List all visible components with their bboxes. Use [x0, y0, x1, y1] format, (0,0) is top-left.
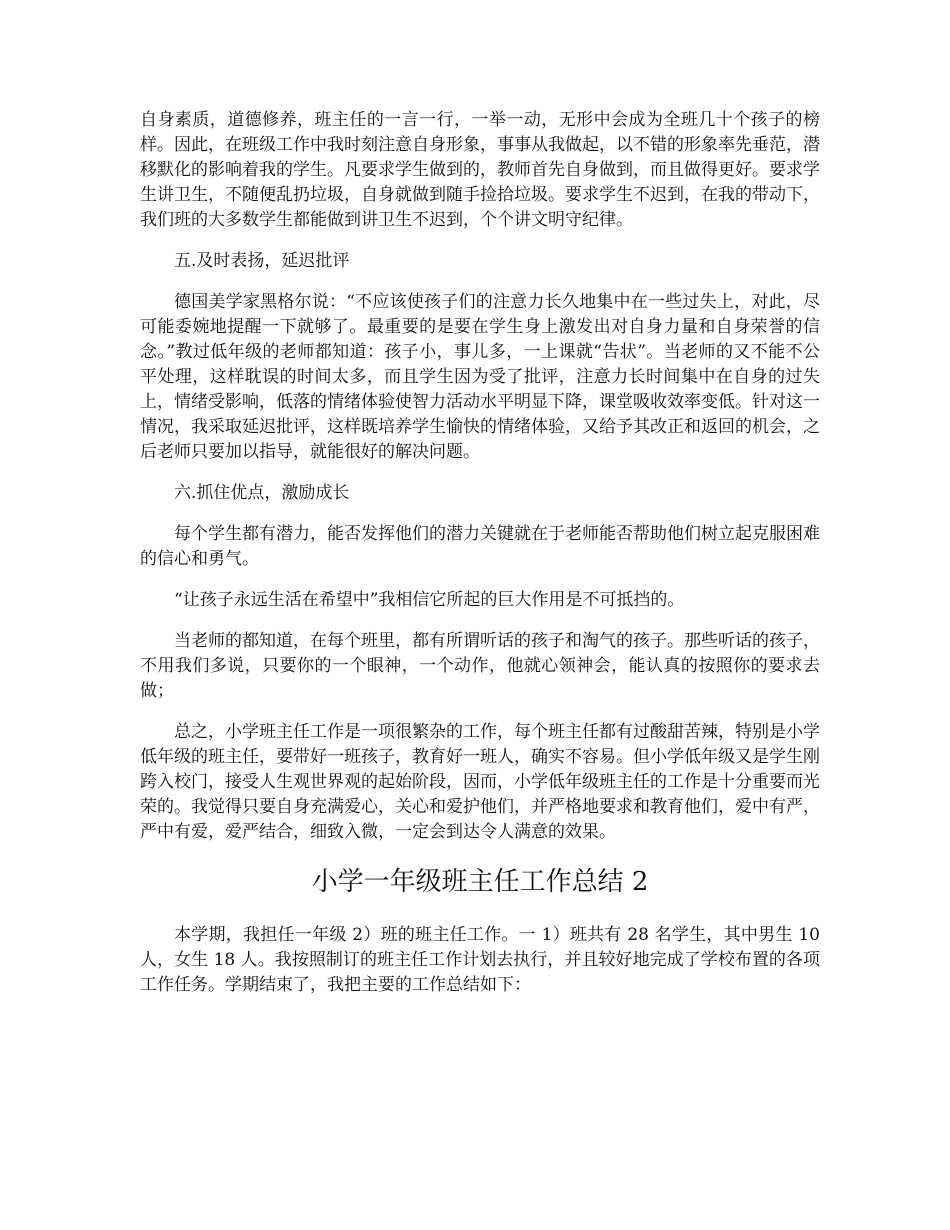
paragraph-self-example: 自身素质，道德修养，班主任的一言一行，一举一动，无形中会成为全班几十个孩子的榜样。因此，在班级工作中我时刻注意自身形象，事事从我做起，以不错的形象率先垂范，潜移默化的影响着我的学生。凡要求学生做到的，教师首先自身做到，而且做得更好。要求学生讲卫生，不随便乱扔垃圾，自身就做到随手捡拾垃圾。要求学生不迟到，在我的带动下，我们班的大多数学生都能做到讲卫生不迟到，个个讲文明守纪律。: [140, 110, 820, 230]
paragraph-hegel-quote: 德国美学家黑格尔说：“不应该使孩子们的注意力长久地集中在一些过失上，对此，尽可能委婉地提醒一下就够了。最重要的是要在学生身上激发出对自身力量和自身荣誉的信念。”教过低年级的老师都知道：孩子小，事儿多，一上课就“告状”。当老师的又不能不公平处理，这样耽误的时间太多，而且学生因为受了批评，注意力长时间集中在自身的过失上，情绪受影响，低落的情绪体验使智力活动水平明显下降，课堂吸收效率变低。针对这一情况，我采取延迟批评，这样既培养学生愉快的情绪体验，又给予其改正和返回的机会，之后老师只要加以指导，就能很好的解决问题。: [140, 292, 820, 462]
paragraph-conclusion: 总之，小学班主任工作是一项很繁杂的工作，每个班主任都有过酸甜苦辣，特别是小学低年级的班主任，要带好一班孩子，教育好一班人，确实不容易。但小学低年级又是学生刚跨入校门，接受人生观世界观的起始阶段，因而，小学低年级班主任的工作是十分重要而光荣的。我觉得只要自身充满爱心，关心和爱护他们，并严格地要求和教育他们，爱中有严，严中有爱，爱严结合，细致入微，一定会到达令人满意的效果。: [140, 722, 820, 842]
paragraph-obedient-children: 当老师的都知道，在每个班里，都有所谓听话的孩子和淘气的孩子。那些听话的孩子，不用我们多说，只要你的一个眼神，一个动作，他就心领神会，能认真的按照你的要求去做；: [140, 631, 820, 701]
paragraph-semester-intro: 本学期，我担任一年级 2）班的班主任工作。一 1）班共有 28 名学生，其中男生 10 人，女生 18 人。我按照制订的班主任工作计划去执行，并且较好地完成了学校布置的各项工作任务。学期结束了，我把主要的工作总结如下：: [140, 925, 820, 995]
document-page: [140, 108, 820, 1014]
paragraph-potential: 每个学生都有潜力，能否发挥他们的潜力关键就在于老师能否帮助他们树立起克服困难的信心和勇气。: [140, 524, 820, 569]
section-heading-praise: 五.及时表扬，延迟批评: [174, 251, 350, 271]
paragraph-hope: “让孩子永远生活在希望中”我相信它所起的巨大作用是不可抵挡的。: [174, 590, 685, 610]
section-heading-strengths: 六.抓住优点，激励成长: [174, 483, 350, 503]
section-title: 小学一年级班主任工作总结 2: [311, 867, 649, 897]
